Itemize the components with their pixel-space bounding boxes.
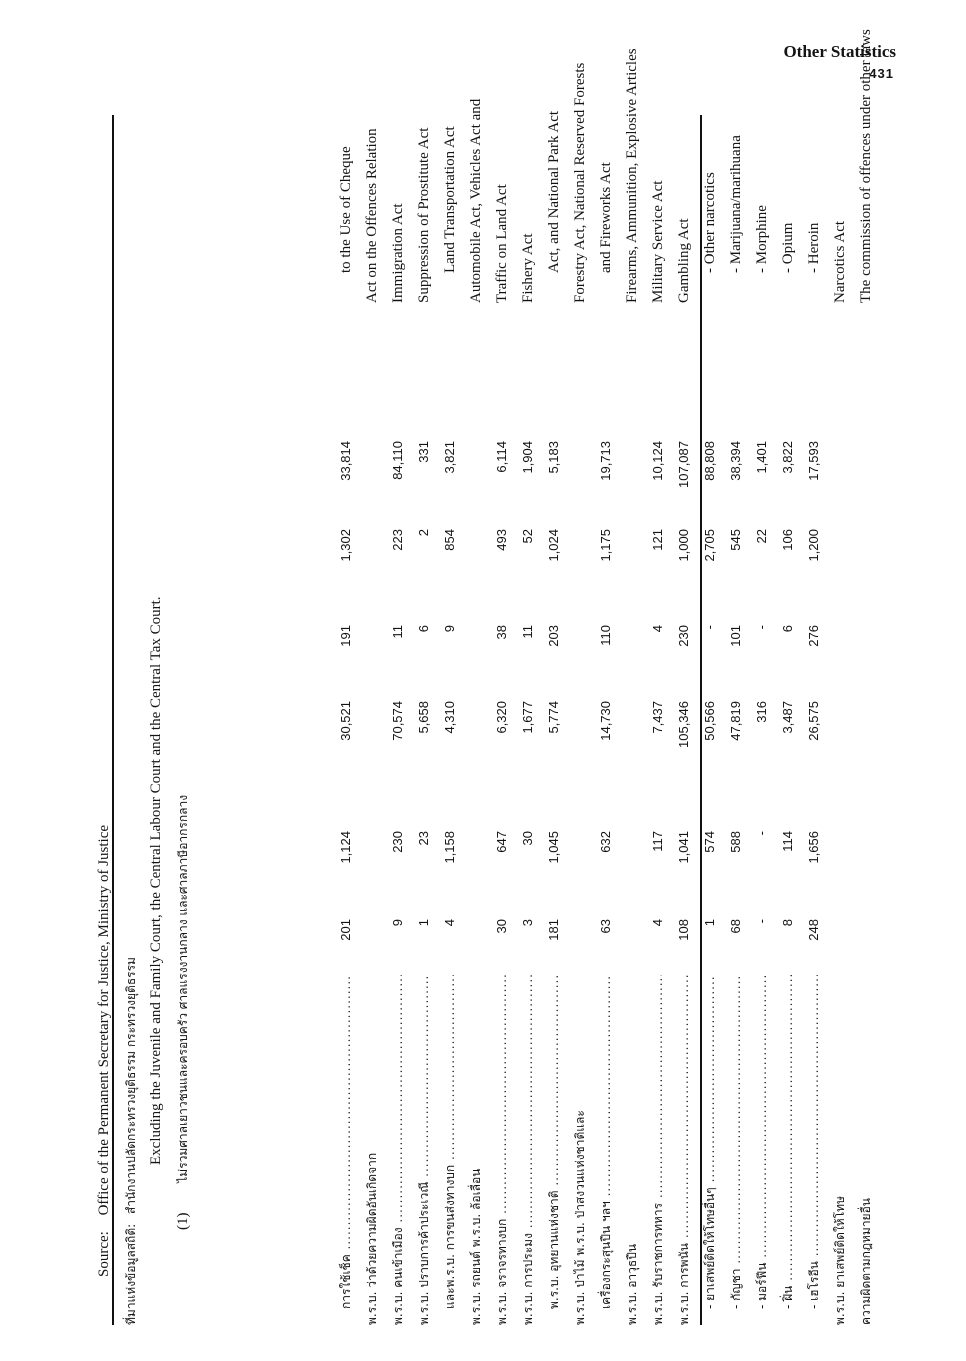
cell-col-2: 1,041: [676, 831, 691, 864]
row-label-english: Land Transportation Act: [442, 126, 458, 273]
row-label-thai: - มอร์ฟีน .....: [751, 975, 773, 1325]
cell-col-1: 8: [780, 919, 795, 927]
cell-col-4: [465, 625, 487, 685]
cell-col-3: 105,346: [676, 701, 691, 748]
cell-col-6: 331: [416, 441, 431, 463]
english-narcotics-heading: Narcotics Act: [832, 220, 848, 303]
source-thai-text: สำนักงานปลัดกระทรวงยุติธรรม กระทรวงยุติธรรม: [124, 957, 138, 1215]
cell-col-6: 84,110: [390, 441, 405, 480]
cell-col-5: 22: [754, 529, 769, 544]
source-english-label: Source:: [96, 1231, 112, 1277]
cell-col-2: 574: [702, 831, 717, 853]
english-heading: The commission of offences under other laws: [858, 29, 874, 303]
row-label-thai: - เฮโรอีน .....: [803, 975, 825, 1325]
cell-col-3: 50,566: [702, 701, 717, 741]
row-label-english: Act, and National Park Act: [546, 110, 562, 273]
cell-col-2: [361, 831, 383, 895]
cell-col-1: 108: [676, 919, 691, 941]
narcotics-heading-row: [829, 115, 851, 1325]
cell-col-1: 68: [728, 919, 743, 934]
cell-col-2: 647: [494, 831, 509, 853]
cell-col-5: 52: [520, 529, 535, 544]
cell-col-5: 854: [442, 529, 457, 551]
table-row: [725, 115, 747, 1325]
cell-col-5: 2,705: [702, 529, 717, 562]
cell-col-3: 3,487: [780, 701, 795, 734]
cell-col-2: 1,045: [546, 831, 561, 864]
row-label-thai: พ.ร.บ. จราจรทางบก .....: [491, 975, 513, 1325]
cell-col-3: 70,574: [390, 701, 405, 741]
cell-col-4: 9: [442, 625, 457, 633]
row-label-thai: - กัญชา .....: [725, 975, 747, 1325]
table-row: [543, 110, 565, 1325]
cell-col-1: 201: [338, 919, 353, 941]
cell-col-2: 1,656: [806, 831, 821, 864]
cell-col-4: 230: [676, 625, 691, 647]
cell-col-1: 4: [442, 919, 457, 927]
row-label-english: Act on the Offences Relation: [364, 128, 380, 303]
cell-col-6: [361, 441, 383, 525]
cell-col-3: 316: [754, 701, 769, 723]
cell-col-4: 11: [520, 625, 535, 639]
row-label-thai: พ.ร.บ. คนเข้าเมือง .....: [387, 975, 409, 1325]
cell-col-3: 7,437: [650, 701, 665, 734]
table-row: [361, 115, 383, 1325]
cell-col-3: [465, 701, 487, 805]
cell-col-5: 545: [728, 529, 743, 551]
cell-col-2: 1,124: [338, 831, 353, 864]
heading-row: [855, 29, 877, 1325]
table-row: [803, 115, 825, 1325]
cell-col-3: 30,521: [338, 701, 353, 741]
cell-col-2: 1,158: [442, 831, 457, 864]
table-row: [673, 115, 695, 1325]
table-row: [621, 48, 643, 1325]
row-label-thai: และพ.ร.บ. การขนส่งทางบก .....: [439, 975, 461, 1325]
table-row: [413, 115, 435, 1325]
cell-col-2: -: [754, 831, 769, 836]
table-row: [491, 115, 513, 1325]
cell-col-4: 276: [806, 625, 821, 647]
cell-col-6: 38,394: [728, 441, 743, 481]
cell-col-1: 181: [546, 919, 561, 941]
cell-col-5: 223: [390, 529, 405, 551]
cell-col-6: 6,114: [494, 441, 509, 473]
cell-col-3: [361, 701, 383, 805]
cell-col-2: 588: [728, 831, 743, 853]
source-thai: [122, 957, 141, 1325]
cell-col-1: 30: [494, 919, 509, 934]
cell-col-4: -: [754, 625, 769, 630]
cell-col-5: [569, 529, 591, 605]
row-label-thai: พ.ร.บ. อาวุธปืน: [625, 1243, 639, 1325]
row-label-thai: พ.ร.บ. ว่าด้วยความผิดอันเกิดจาก: [365, 1152, 379, 1325]
row-label-english: Immigration Act: [390, 203, 406, 303]
cell-col-6: [465, 441, 487, 525]
cell-col-5: 2: [416, 529, 431, 537]
cell-col-2: 117: [650, 831, 665, 852]
row-label-english: Suppression of Prostitute Act: [416, 127, 432, 303]
cell-col-6: [569, 441, 591, 525]
cell-col-5: [621, 529, 643, 605]
cell-col-3: 6,320: [494, 701, 509, 734]
row-label-english: and Fireworks Act: [598, 162, 614, 273]
table-row: [439, 115, 461, 1325]
cell-col-2: 23: [416, 831, 431, 846]
cell-col-1: 3: [520, 919, 535, 927]
row-label-thai: - ยาเสพย์ติดให้โทษอื่นๆ .....: [699, 975, 721, 1325]
footnote-thai-text: ไม่รวมศาลเยาวชนและครอบครัว ศาลแรงงานกลาง และศาลภาษีอากรกลาง: [176, 794, 190, 1183]
row-label-thai: พ.ร.บ. อุทยานแห่งชาติ .....: [543, 975, 565, 1325]
cell-col-6: 88,808: [702, 441, 717, 481]
row-label-english: - Morphine: [754, 205, 770, 273]
page-number: 431: [869, 66, 894, 81]
cell-col-1: [621, 919, 643, 975]
cell-col-4: 6: [780, 625, 795, 633]
table-row: [647, 115, 669, 1325]
cell-col-6: 1,904: [520, 441, 535, 474]
cell-col-5: [361, 529, 383, 605]
cell-col-4: [621, 625, 643, 685]
row-label-english: Firearms, Ammunition, Explosive Articles: [624, 48, 640, 303]
cell-col-5: 1,024: [546, 529, 561, 562]
cell-col-2: 632: [598, 831, 613, 853]
row-label-thai: - ฝิ่น .....: [777, 975, 799, 1325]
thai-narcotics-heading: พ.ร.บ. ยาเสพย์ติดให้โทษ: [833, 1196, 847, 1325]
cell-col-6: 1,401: [754, 441, 769, 474]
footnote-thai: [174, 795, 193, 1230]
cell-col-5: 1,302: [338, 529, 353, 562]
cell-col-3: 47,819: [728, 701, 743, 741]
cell-col-1: 1: [416, 919, 431, 927]
cell-col-1: [569, 919, 591, 975]
cell-col-2: 30: [520, 831, 535, 846]
cell-col-1: 1: [702, 919, 717, 927]
source-english-text: Office of the Permanent Secretary for Justice, Ministry of Justice: [96, 824, 112, 1216]
row-label-english: - Other narcotics: [702, 172, 718, 273]
cell-col-4: [361, 625, 383, 685]
row-label-english: - Heroin: [806, 222, 822, 273]
cell-col-4: 191: [338, 625, 353, 647]
row-label-english: Automobile Act, Vehicles Act and: [468, 98, 484, 303]
cell-col-1: 63: [598, 919, 613, 934]
row-label-english: Forestry Act, National Reserved Forests: [572, 62, 588, 303]
cell-col-4: 4: [650, 625, 665, 633]
cell-col-3: 4,310: [442, 701, 457, 734]
cell-col-6: [621, 441, 643, 525]
cell-col-2: [621, 831, 643, 895]
cell-col-2: 114: [780, 831, 795, 852]
cell-col-4: 203: [546, 625, 561, 647]
row-label-thai: พ.ร.บ. การพนัน .....: [673, 975, 695, 1325]
row-label-thai: พ.ร.บ. ปราบการค้าประเวณี .....: [413, 975, 435, 1325]
cell-col-6: 10,124: [650, 441, 665, 481]
row-label-thai: พ.ร.บ. รับราชการทหาร .....: [647, 975, 669, 1325]
table-row: [387, 115, 409, 1325]
cell-col-5: 106: [780, 529, 795, 551]
cell-col-3: [621, 701, 643, 805]
table-row: [569, 62, 591, 1325]
row-label-english: - Marijuana/marihuana: [728, 135, 744, 273]
row-label-english: - Opium: [780, 222, 796, 273]
cell-col-1: 4: [650, 919, 665, 927]
row-label-english: Fishery Act: [520, 233, 536, 303]
footnote-english: Excluding the Juvenile and Family Court, the Central Labour Court and the Central Tax Court.: [148, 596, 164, 1165]
table-row: [777, 115, 799, 1325]
footnote-marker: (1): [175, 1212, 191, 1230]
row-label-english: Gambling Act: [676, 218, 692, 303]
cell-col-3: 14,730: [598, 701, 613, 741]
cell-col-6: 107,087: [676, 441, 691, 488]
table-row: [595, 115, 617, 1325]
cell-col-3: 26,575: [806, 701, 821, 741]
cell-col-2: 230: [390, 831, 405, 853]
table-row: [517, 115, 539, 1325]
cell-col-5: 1,175: [598, 529, 613, 562]
cell-col-5: 1,000: [676, 529, 691, 562]
cell-col-2: [569, 831, 591, 895]
row-label-english: Military Service Act: [650, 180, 666, 303]
cell-col-1: 248: [806, 919, 821, 941]
source-english: [96, 825, 113, 1277]
cell-col-1: 9: [390, 919, 405, 927]
cell-col-1: [361, 919, 383, 975]
table-row: [465, 98, 487, 1325]
cell-col-6: 17,593: [806, 441, 821, 481]
cell-col-6: 5,183: [546, 441, 561, 474]
row-label-thai: เครื่องกระสุนปืน ฯลฯ .....: [595, 975, 617, 1325]
cell-col-1: [465, 919, 487, 975]
cell-col-3: 1,677: [520, 701, 535, 734]
row-label-thai: พ.ร.บ. การประมง .....: [517, 975, 539, 1325]
cell-col-3: 5,658: [416, 701, 431, 734]
row-label-thai: พ.ร.บ. ป่าไม้ พ.ร.บ. ป่าสงวนแห่งชาติและ: [573, 1110, 587, 1325]
cell-col-3: [569, 701, 591, 805]
cell-col-4: 38: [494, 625, 509, 640]
cell-col-4: -: [702, 625, 717, 630]
row-label-thai: การใช้เช็ค .....: [335, 975, 357, 1325]
cell-col-5: 121: [650, 529, 665, 551]
row-label-english: to the Use of Cheque: [338, 146, 354, 273]
cell-col-4: 11: [390, 625, 405, 639]
table-row: [699, 115, 721, 1325]
cell-col-2: [465, 831, 487, 895]
row-label-thai: พ.ร.บ. รถยนต์ พ.ร.บ. ล้อเลื่อน: [469, 1168, 483, 1325]
cell-col-6: 19,713: [598, 441, 613, 481]
thai-heading: ความผิดตามกฎหมายอื่น: [859, 1197, 873, 1325]
cell-col-4: 101: [728, 625, 743, 647]
source-thai-label: ที่มาแห่งข้อมูลสถิติ:: [124, 1223, 138, 1325]
cell-col-6: 3,822: [780, 441, 795, 474]
cell-col-4: [569, 625, 591, 685]
cell-col-4: 110: [598, 625, 613, 646]
cell-col-3: 5,774: [546, 701, 561, 734]
cell-col-5: 493: [494, 529, 509, 551]
cell-col-4: 6: [416, 625, 431, 633]
table-row: [751, 115, 773, 1325]
cell-col-6: 33,814: [338, 441, 353, 481]
row-label-english: Traffic on Land Act: [494, 184, 510, 303]
cell-col-5: [465, 529, 487, 605]
cell-col-1: -: [754, 919, 769, 924]
cell-col-5: 1,200: [806, 529, 821, 562]
cell-col-6: 3,821: [442, 441, 457, 474]
section-title: Other Statistics: [783, 42, 896, 61]
table-row: [335, 115, 357, 1325]
